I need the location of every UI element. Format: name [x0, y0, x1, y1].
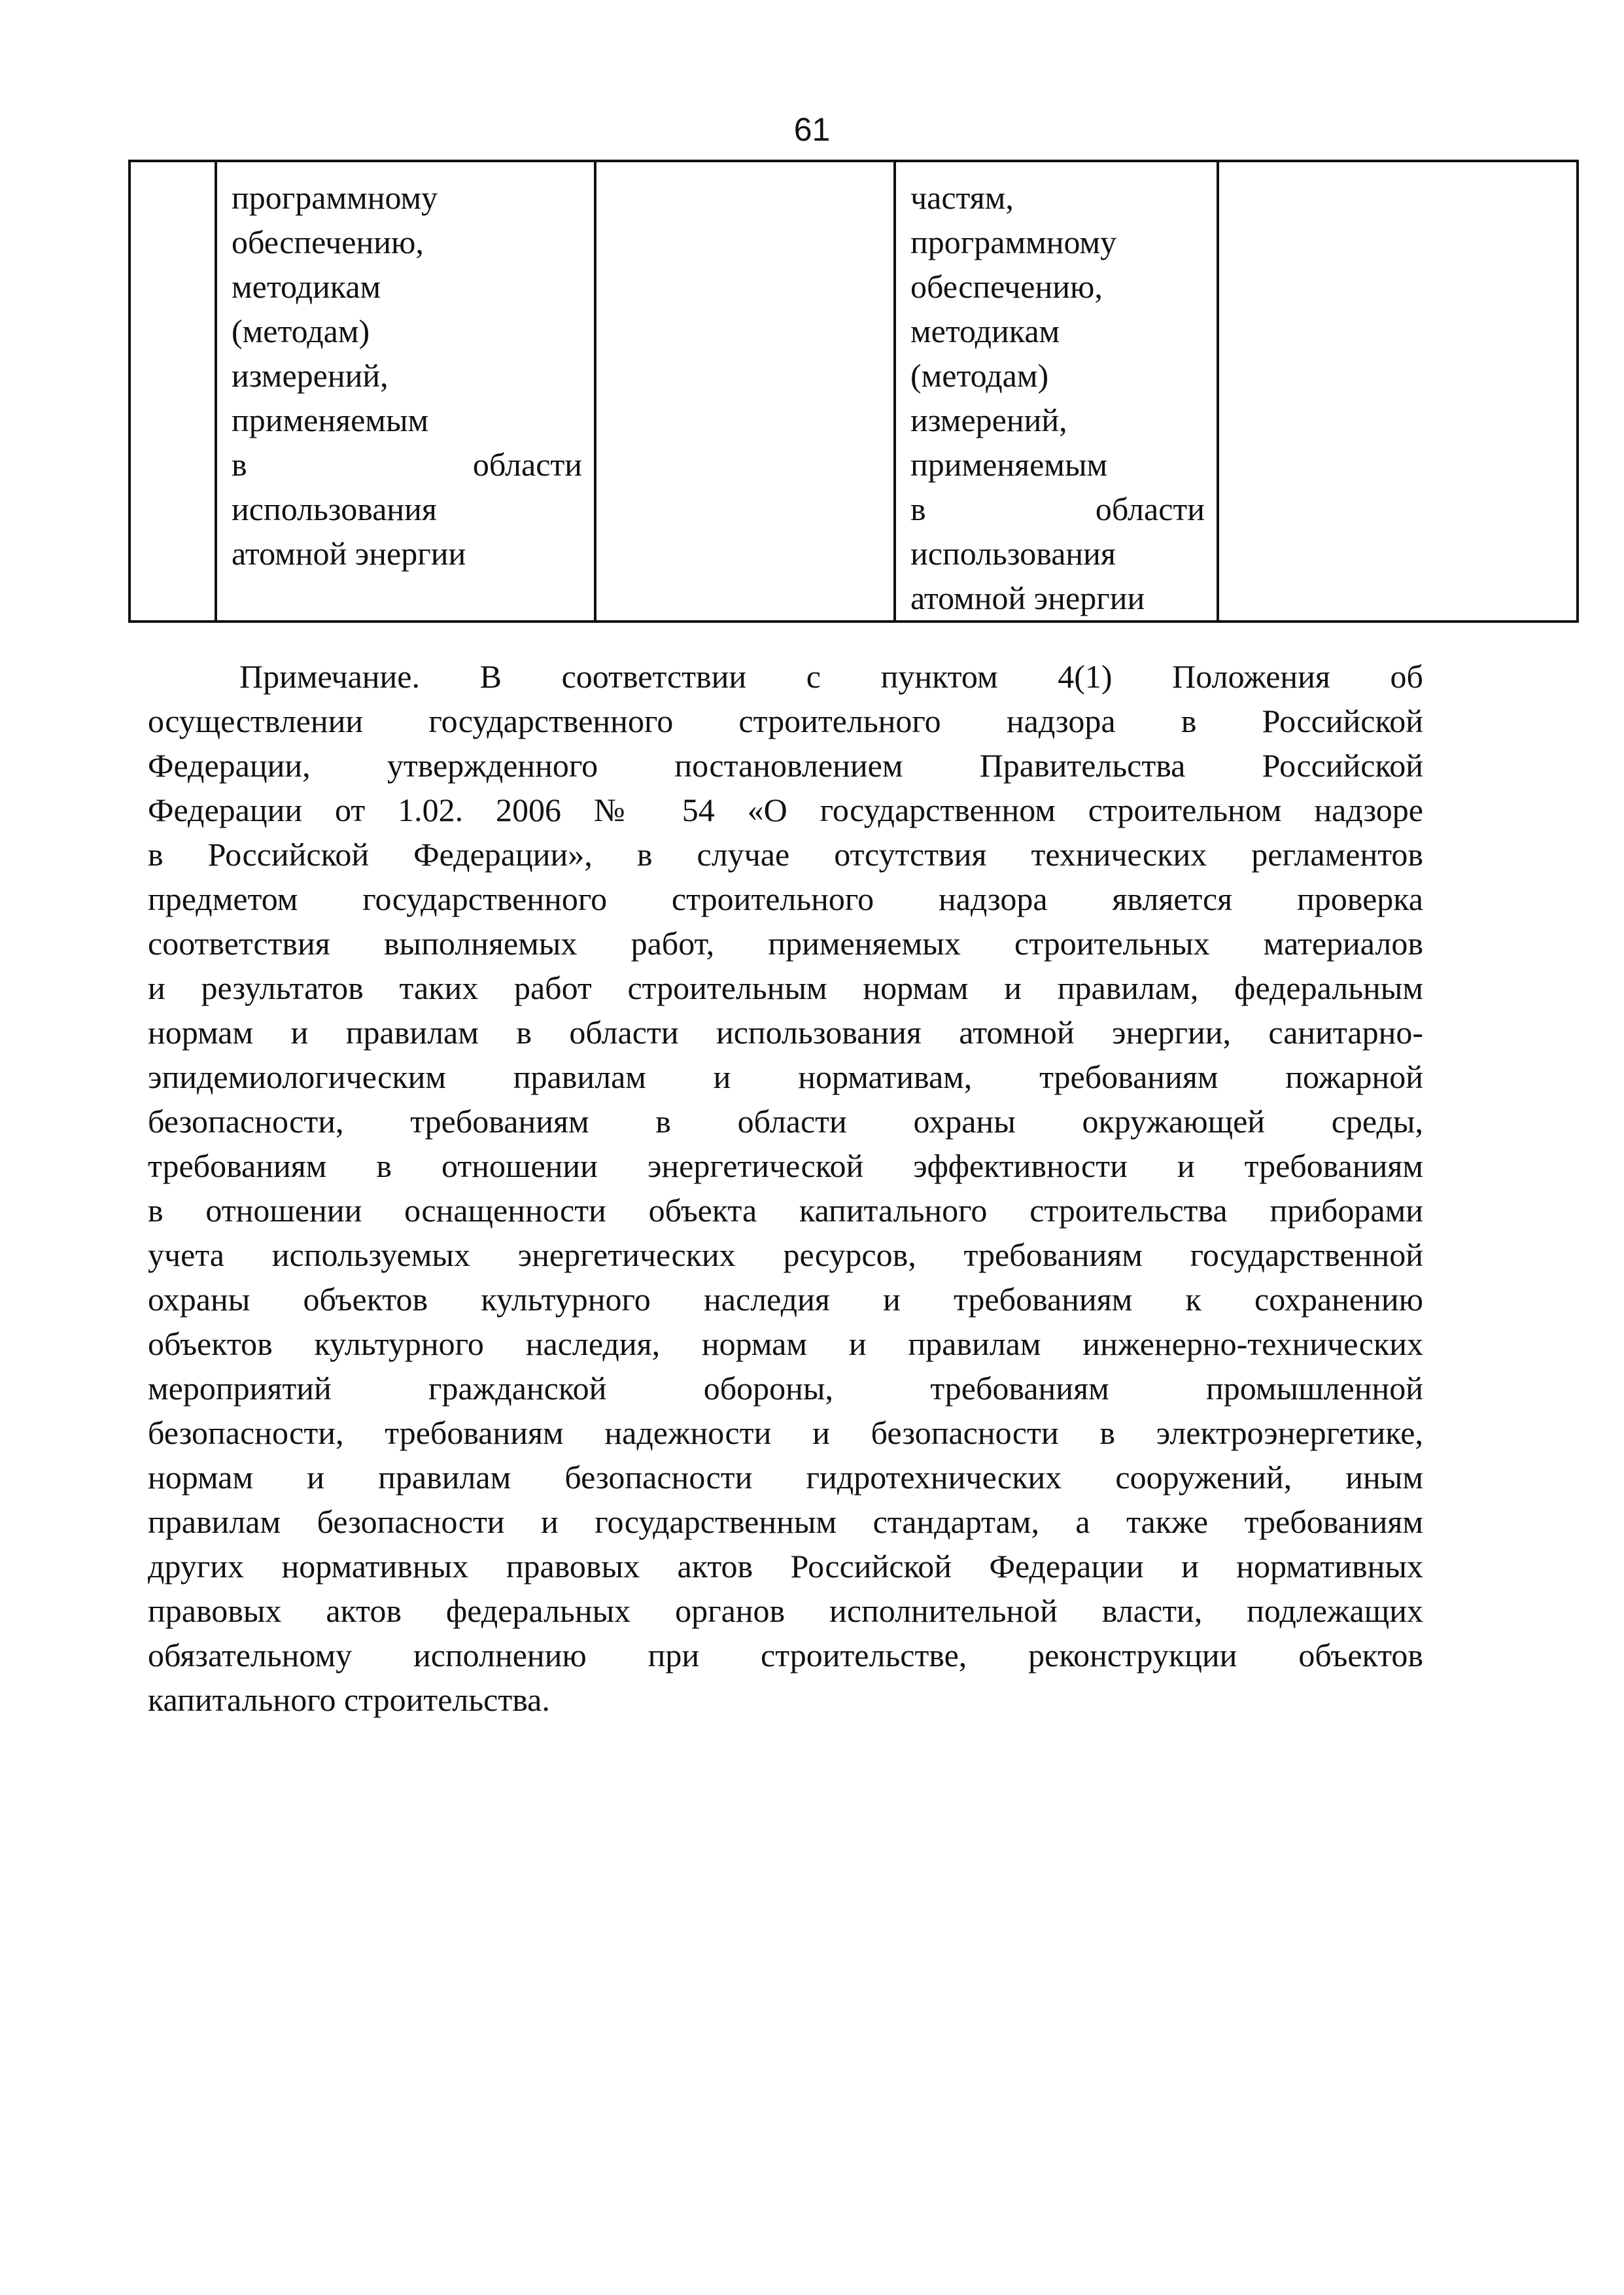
cell-word: в [232, 446, 247, 483]
note-line: нормам и правилам в области использования атомной энергии, санитарно- [148, 1014, 1423, 1051]
note-line: объектов культурного наследия, нормам и правилам инженерно-технических [148, 1325, 1423, 1362]
cell-line: обеспечению, [910, 268, 1103, 305]
table-cell-empty [595, 161, 895, 622]
note-line: безопасности, требованиям надежности и безопасности в электроэнергетике, [148, 1414, 1423, 1451]
note-line: обязательному исполнению при строительстве, реконструкции объектов [148, 1637, 1423, 1673]
cell-line: программному [910, 224, 1117, 260]
cell-word: области [472, 446, 582, 483]
note-line: других нормативных правовых актов Российской Федерации и нормативных [148, 1548, 1423, 1585]
note-line: правилам безопасности и государственным стандартам, а также требованиям [148, 1503, 1423, 1540]
table-cell-number [130, 161, 216, 622]
note-paragraph [148, 654, 1423, 1722]
cell-line: методикам [910, 313, 1060, 349]
note-line: мероприятий гражданской обороны, требованиям промышленной [148, 1370, 1423, 1407]
note-line: охраны объектов культурного наследия и требованиям к сохранению [148, 1281, 1423, 1318]
note-line: требованиям в отношении энергетической эффективности и требованиям [148, 1148, 1423, 1184]
cell-line: атомной энергии [232, 535, 466, 572]
cell-line: измерений, [232, 357, 389, 394]
cell-line: обеспечению, [232, 224, 424, 260]
cell-line: программному [232, 179, 438, 216]
note-line: Федерации от 1.02. 2006 № 54 «О государственном строительном надзоре [148, 792, 1423, 828]
note-line: нормам и правилам безопасности гидротехнических сооружений, иным [148, 1459, 1423, 1496]
cell-line: использования [910, 535, 1116, 572]
note-line: и результатов таких работ строительным нормам и правилам, федеральным [148, 970, 1423, 1006]
cell-text-object [217, 162, 594, 576]
cell-line: атомной энергии [910, 580, 1145, 616]
note-line: капитального строительства. [148, 1681, 550, 1718]
table-row [130, 161, 1578, 622]
cell-line [232, 442, 582, 487]
note-line: Примечание. В соответствии с пунктом 4(1) Положения об [239, 658, 1423, 695]
cell-line: измерений, [910, 402, 1067, 438]
note-line: правовых актов федеральных органов исполнительной власти, подлежащих [148, 1592, 1423, 1629]
note-line: соответствия выполняемых работ, применяемых строительных материалов [148, 925, 1423, 962]
note-line: учета используемых энергетических ресурсов, требованиям государственной [148, 1236, 1423, 1273]
cell-word: в [910, 491, 926, 527]
note-line: Федерации, утвержденного постановлением Правительства Российской [148, 747, 1423, 784]
note-line: в отношении оснащенности объекта капитального строительства приборами [148, 1192, 1423, 1229]
table-cell-notes [1218, 161, 1578, 622]
cell-line: использования [232, 491, 437, 527]
note-line: осуществлении государственного строительного надзора в Российской [148, 703, 1423, 739]
page-number: 61 [793, 111, 831, 148]
cell-word: области [1095, 491, 1205, 527]
note-line: эпидемиологическим правилам и нормативам, требованиям пожарной [148, 1059, 1423, 1095]
cell-line [910, 487, 1205, 531]
cell-line: частям, [910, 179, 1014, 216]
cell-text-requirements [896, 162, 1217, 620]
cell-line: применяемым [910, 446, 1108, 483]
note-line: предметом государственного строительного надзора является проверка [148, 881, 1423, 917]
cell-line: (методам) [232, 313, 370, 349]
cell-line: (методам) [910, 357, 1049, 394]
note-line: безопасности, требованиям в области охраны окружающей среды, [148, 1103, 1423, 1140]
note-line: в Российской Федерации», в случае отсутствия технических регламентов [148, 836, 1423, 873]
cell-line: методикам [232, 268, 381, 305]
document-table [128, 160, 1579, 623]
cell-line: применяемым [232, 402, 429, 438]
table-cell-object [216, 161, 595, 622]
table-cell-requirements [895, 161, 1218, 622]
